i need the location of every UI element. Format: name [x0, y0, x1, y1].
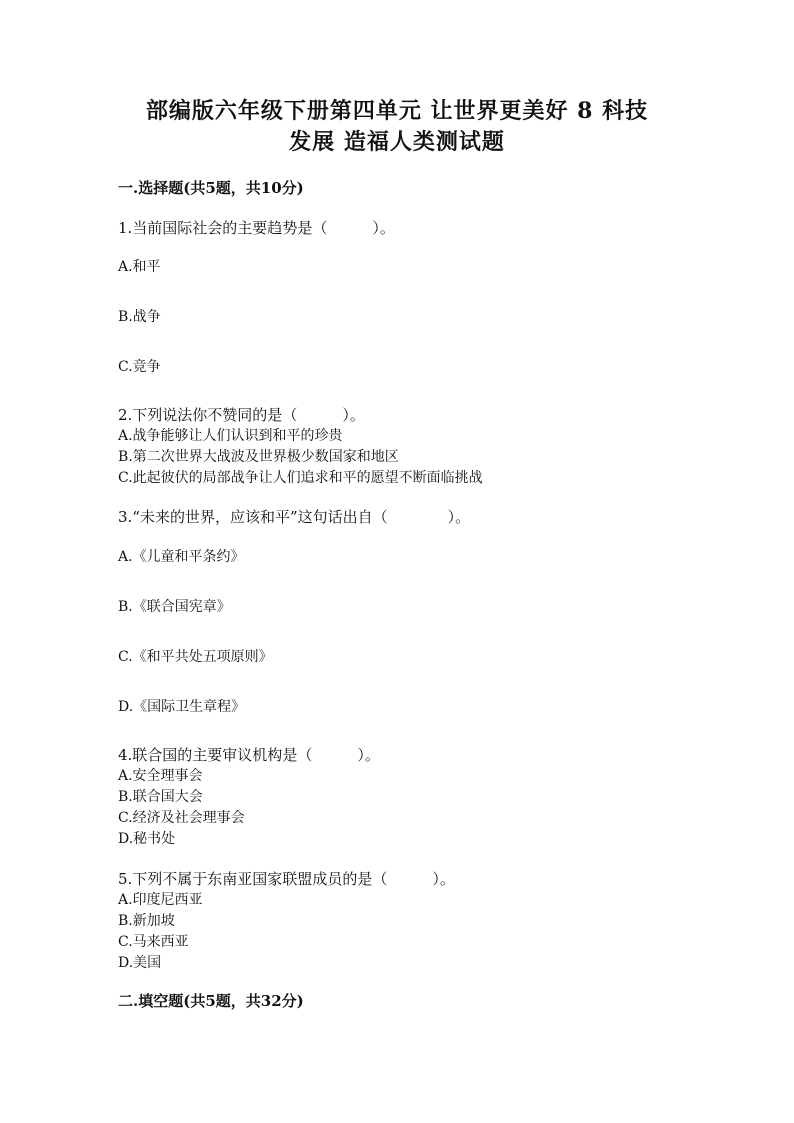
question-4-option-a: A.安全理事会: [118, 768, 203, 784]
page-title: [80, 96, 714, 158]
question-2-stem: 2.下列说法你不赞同的是（ ）。: [118, 406, 365, 424]
question-4-option-c: C.经济及社会理事会: [118, 810, 245, 826]
question-3-stem: 3.“未来的世界，应该和平”这句话出自（ ）。: [118, 508, 471, 526]
question-5-option-a: A.印度尼西亚: [118, 892, 203, 908]
question-2-option-a: A.战争能够让人们认识到和平的珍贵: [118, 428, 343, 444]
section-heading-choice: 一.选择题(共5题，共10分): [118, 179, 304, 197]
question-4-stem: 4.联合国的主要审议机构是（ ）。: [118, 746, 380, 764]
question-2-option-c: C.此起彼伏的局部战争让人们追求和平的愿望不断面临挑战: [118, 470, 483, 486]
question-3-option-c: C.《和平共处五项原则》: [118, 649, 273, 665]
question-3-option-a: A.《儿童和平条约》: [118, 549, 245, 565]
question-5-stem: 5.下列不属于东南亚国家联盟成员的是（ ）。: [118, 870, 455, 888]
question-5-option-d: D.美国: [118, 955, 162, 971]
question-3-option-d: D.《国际卫生章程》: [118, 699, 246, 715]
question-1-option-a: A.和平: [118, 259, 161, 275]
title-line-2: 发展 造福人类测试题: [289, 129, 505, 155]
question-2-option-b: B.第二次世界大战波及世界极少数国家和地区: [118, 449, 399, 465]
question-4-option-b: B.联合国大会: [118, 789, 203, 805]
question-5-option-c: C.马来西亚: [118, 934, 189, 950]
question-3-option-b: B.《联合国宪章》: [118, 599, 231, 615]
question-5-option-b: B.新加坡: [118, 913, 175, 929]
section-heading-fill-blank: 二.填空题(共5题，共32分): [118, 992, 304, 1010]
question-1-option-b: B.战争: [118, 309, 161, 325]
title-line-1: 部编版六年级下册第四单元 让世界更美好 8 科技: [145, 98, 649, 124]
question-1-option-c: C.竞争: [118, 359, 161, 375]
question-1-stem: 1.当前国际社会的主要趋势是（ ）。: [118, 219, 395, 237]
question-4-option-d: D.秘书处: [118, 831, 176, 847]
